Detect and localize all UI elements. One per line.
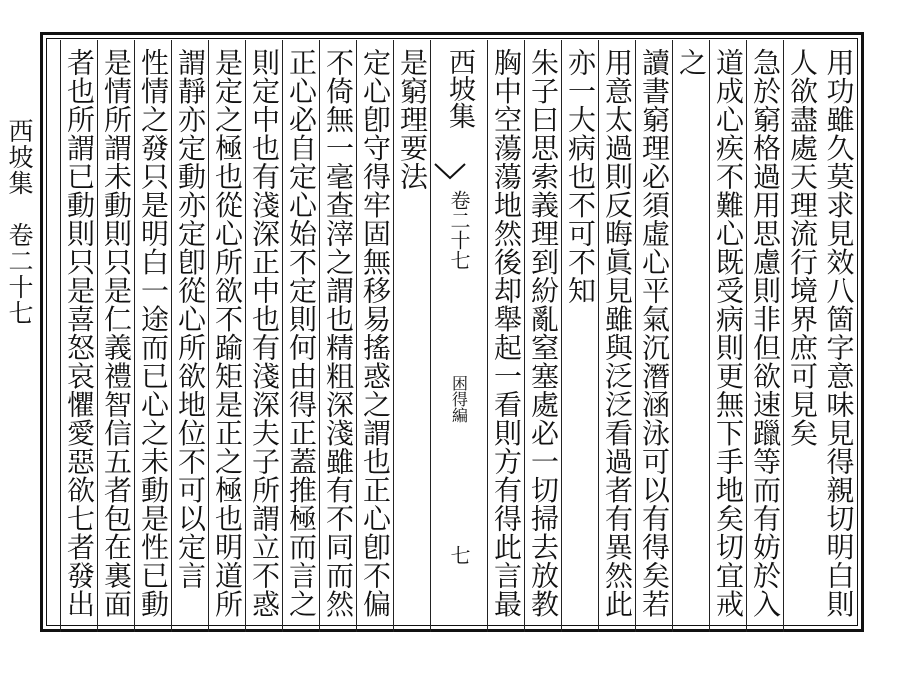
column-text: 則定中也有淺深正中也有淺深夫子所謂立不惑 [248,48,281,618]
column-text: 道成心疾不難心既受病則更無下手地矣切宜戒 [712,48,745,618]
fold-page-number: 七 [447,545,471,565]
column-text: 是窮理要法 [396,48,429,191]
column-text: 者也所謂已動則只是喜怒哀懼愛惡欲七者發出 [63,48,96,618]
text-column [60,40,97,632]
column-text: 人欲盡處天理流行境界庶可見矣 [786,48,819,447]
column-text: 不倚無一毫查滓之謂也精粗深淺雖有不同而然 [322,48,355,618]
fold-edition: 困得編 [449,375,469,423]
text-column [208,40,245,632]
text-column [282,40,319,632]
column-text: 亦一大病也不可不知 [564,48,597,305]
running-head [4,118,34,326]
text-column [598,40,635,632]
text-column [356,40,393,632]
text-column [635,40,672,632]
column-text: 性情之發只是明白一途而已心之未動是性已動 [137,48,170,618]
column-text: 正心必自定心始不定則何由得正蓋推極而言之 [285,48,318,618]
column-text: 急於窮格過用思慮則非但欲速躐等而有妨於入 [749,48,782,618]
text-column [393,40,430,632]
text-column [709,40,746,632]
column-text: 之 [675,48,708,77]
column-text: 用功雖久莫求見效八箇字意味見得親切明白則 [822,48,856,618]
text-column [487,40,524,632]
column-text: 朱子曰思索義理到紛亂窒塞處必一切掃去放教 [527,48,560,618]
column-text: 用意太過則反晦眞見雖與泛泛看過者有異然此 [601,48,634,618]
text-column [672,40,709,632]
text-column [783,40,820,632]
running-head-book: 西坡集 [5,118,34,196]
fishtail-mark-icon [433,162,467,182]
text-column [319,40,356,632]
column-text: 讀書窮理必須虛心平氣沉潛涵泳可以有得矣若 [638,48,671,618]
text-column [245,40,282,632]
fold-volume: 卷二十七 [447,190,471,270]
column-text: 是定之極也從心所欲不踰矩是正之極也明道所 [211,48,244,618]
column-text: 謂靜亦定動亦定卽從心所欲地位不可以定言 [174,48,207,590]
column-text: 定心卽守得牢固無移易搖惑之謂也正心卽不偏 [359,48,392,618]
fold-title: 西坡集 [444,48,475,129]
column-text: 是情所謂未動則只是仁義禮智信五者包在裏面 [100,48,133,618]
text-column [820,40,857,632]
running-head-volume: 卷二十七 [5,222,34,326]
text-column [561,40,598,632]
text-column [134,40,171,632]
text-column [171,40,208,632]
text-column [746,40,783,632]
text-column [97,40,134,632]
text-column [524,40,561,632]
center-fold [430,40,487,632]
column-text: 胸中空蕩蕩地然後却舉起一看則方有得此言最 [490,48,523,618]
